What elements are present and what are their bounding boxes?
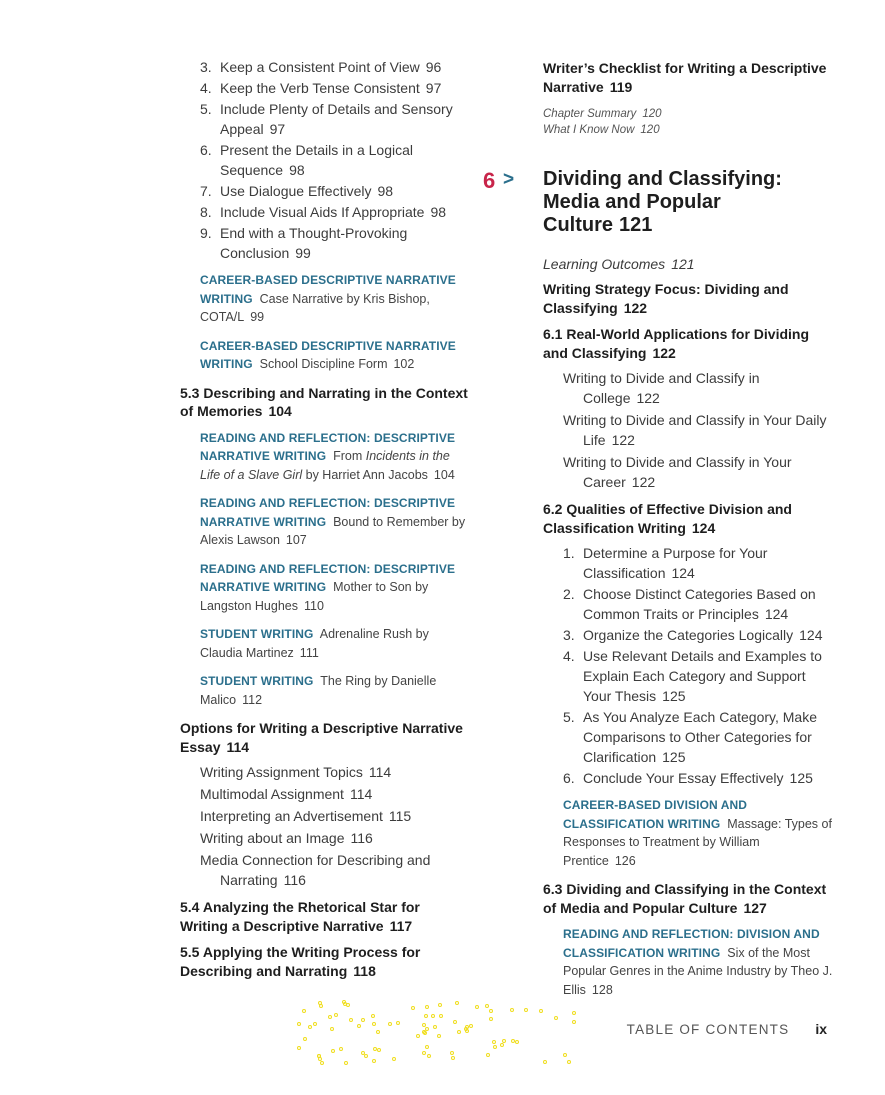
dot: [371, 1014, 375, 1018]
reading-entry[interactable]: READING AND REFLECTION: DESCRIPTIVE NARRATIVE WRITING Bound to Remember by Alexis Lawson 107: [200, 496, 466, 547]
dot: [427, 1054, 431, 1058]
numbered-list: [180, 57, 470, 263]
dot: [500, 1043, 504, 1047]
dot: [396, 1021, 400, 1025]
dot: [411, 1006, 415, 1010]
dot: [416, 1034, 420, 1038]
dot: [451, 1056, 455, 1060]
dot: [297, 1046, 301, 1050]
dot: [572, 1020, 576, 1024]
student-writing-entry[interactable]: STUDENT WRITING The Ring by Danielle Malico 112: [200, 674, 437, 707]
dot: [475, 1005, 479, 1009]
chapter-number: 6: [483, 168, 496, 193]
dot: [425, 1045, 429, 1049]
list-item[interactable]: 9. End with a Thought-Provoking Conclusion 99: [200, 225, 408, 261]
reading-entry[interactable]: READING AND REFLECTION: DESCRIPTIVE NARRATIVE WRITING From Incidents in the Life of a Slave Girl by Harriet Ann Jacobs 104: [200, 430, 456, 482]
dot: [457, 1030, 461, 1034]
dot: [308, 1025, 312, 1029]
list-item[interactable]: 5. Include Plenty of Details and Sensory Appeal 97: [200, 101, 453, 137]
left-column: [180, 57, 470, 986]
dot: [431, 1014, 435, 1018]
list-item[interactable]: 3. Organize the Categories Logically 124: [563, 627, 823, 643]
dot: [554, 1016, 558, 1020]
career-reading-entry[interactable]: CAREER-BASED DIVISION AND CLASSIFICATION WRITING Massage: Types of Responses to Treatment by William Prentice 126: [563, 798, 832, 868]
list-item[interactable]: 4. Use Relevant Details and Examples to Explain Each Category and Support Your Thesis 125: [563, 648, 822, 704]
dot: [372, 1059, 376, 1063]
section-heading[interactable]: 6.2 Qualities of Effective Division and Classification Writing 124: [543, 501, 792, 536]
career-reading-entry[interactable]: CAREER-BASED DESCRIPTIVE NARRATIVE WRITING School Discipline Form 102: [200, 338, 456, 371]
list-item[interactable]: 4. Keep the Verb Tense Consistent 97: [200, 80, 442, 96]
dot: [489, 1009, 493, 1013]
dot: [373, 1047, 377, 1051]
chapter-summary-entry[interactable]: Chapter Summary 120: [543, 108, 662, 120]
section-heading[interactable]: 5.5 Applying the Writing Process for Describing and Narrating 118: [180, 944, 421, 979]
dot: [319, 1004, 323, 1008]
list-item[interactable]: 2. Choose Distinct Categories Based on Common Traits or Principles 124: [563, 586, 816, 622]
section-heading[interactable]: 5.3 Describing and Narrating in the Context of Memories 104: [180, 384, 468, 419]
dot: [364, 1054, 368, 1058]
dot: [510, 1008, 514, 1012]
page-footer: [627, 1021, 827, 1037]
reading-entry[interactable]: READING AND REFLECTION: DESCRIPTIVE NARRATIVE WRITING Mother to Son by Langston Hughes 110: [200, 561, 456, 613]
dot: [302, 1009, 306, 1013]
numbered-list: [543, 543, 833, 788]
dot: [539, 1009, 543, 1013]
dot: [489, 1017, 493, 1021]
dot: [465, 1029, 469, 1033]
dot: [572, 1011, 576, 1015]
chapter-title: Dividing and Classifying: Media and Popular Culture 121: [543, 168, 782, 236]
dot: [339, 1047, 343, 1051]
chapter-heading[interactable]: [483, 168, 823, 237]
list-item[interactable]: Writing to Divide and Classify in Your Career 122: [563, 454, 792, 490]
list-item[interactable]: Media Connection for Describing and Narrating 116: [200, 852, 431, 888]
dot: [439, 1014, 443, 1018]
dot: [567, 1060, 571, 1064]
dot: [543, 1060, 547, 1064]
dot: [330, 1027, 334, 1031]
dot: [377, 1048, 381, 1052]
dot: [388, 1022, 392, 1026]
section-heading[interactable]: Writing Strategy Focus: Dividing and Classifying 122: [543, 281, 789, 316]
dot: [450, 1051, 454, 1055]
checklist-heading[interactable]: Writer’s Checklist for Writing a Descriptive Narrative 119: [543, 60, 827, 95]
dot: [392, 1057, 396, 1061]
list-item[interactable]: 5. As You Analyze Each Category, Make Comparisons to Other Categories for Clarification 125: [563, 709, 817, 765]
section-heading[interactable]: Options for Writing a Descriptive Narrative Essay 114: [180, 720, 463, 755]
dot: [361, 1018, 365, 1022]
sub-list: [180, 762, 470, 890]
dot: [376, 1030, 380, 1034]
dot: [313, 1022, 317, 1026]
list-item[interactable]: Interpreting an Advertisement 115: [200, 808, 412, 824]
dot: [349, 1018, 353, 1022]
career-reading-entry[interactable]: CAREER-BASED DESCRIPTIVE NARRATIVE WRITING Case Narrative by Kris Bishop, COTA/L 99: [200, 273, 456, 324]
dot: [361, 1051, 365, 1055]
dot: [422, 1051, 426, 1055]
sub-list: [543, 368, 833, 492]
dot: [493, 1045, 497, 1049]
dot: [334, 1013, 338, 1017]
list-item[interactable]: 3. Keep a Consistent Point of View 96: [200, 59, 442, 75]
right-column-top: [543, 57, 833, 138]
section-heading[interactable]: 6.1 Real-World Applications for Dividing and Classifying 122: [543, 326, 810, 361]
dot: [563, 1053, 567, 1057]
dot: [511, 1039, 515, 1043]
student-writing-entry[interactable]: STUDENT WRITING Adrenaline Rush by Claudia Martinez 111: [200, 627, 429, 660]
dot: [425, 1005, 429, 1009]
dot: [524, 1008, 528, 1012]
footer-label: TABLE OF CONTENTS: [626, 1022, 790, 1037]
list-item[interactable]: 6. Conclude Your Essay Effectively 125: [563, 770, 813, 786]
list-item[interactable]: Multimodal Assignment 114: [200, 786, 373, 802]
dot: [342, 1000, 346, 1004]
list-item[interactable]: Writing about an Image 116: [200, 830, 373, 846]
section-heading[interactable]: 6.3 Dividing and Classifying in the Context of Media and Popular Culture 127: [543, 881, 827, 916]
dot: [492, 1040, 496, 1044]
dot: [328, 1015, 332, 1019]
list-item[interactable]: 1. Determine a Purpose for Your Classification 124: [563, 545, 768, 581]
list-item[interactable]: Writing to Divide and Classify in College 122: [563, 370, 760, 406]
page-number: ix: [815, 1021, 827, 1037]
decorative-dots: [295, 1000, 595, 1070]
list-item[interactable]: Writing to Divide and Classify in Your Daily Life 122: [563, 412, 827, 448]
what-i-know-entry[interactable]: What I Know Now 120: [543, 124, 660, 136]
dot: [344, 1061, 348, 1065]
list-item[interactable]: Writing Assignment Topics 114: [200, 764, 392, 780]
dot: [357, 1024, 361, 1028]
dot: [485, 1004, 489, 1008]
reading-entry[interactable]: READING AND REFLECTION: DIVISION AND CLASSIFICATION WRITING Six of the Most Popular Genres in the Anime Industry by Theo J. Ellis 128: [563, 927, 833, 997]
dot: [422, 1023, 426, 1027]
dot: [372, 1022, 376, 1026]
dot: [502, 1039, 506, 1043]
dot: [453, 1020, 457, 1024]
dot: [515, 1040, 519, 1044]
dot: [424, 1014, 428, 1018]
section-heading[interactable]: 5.4 Analyzing the Rhetorical Star for Writing a Descriptive Narrative 117: [180, 899, 420, 934]
dot: [331, 1049, 335, 1053]
list-item[interactable]: 6. Present the Details in a Logical Sequence 98: [200, 142, 413, 178]
dot: [320, 1061, 324, 1065]
learning-outcomes-entry[interactable]: Learning Outcomes 121: [543, 256, 695, 272]
dot: [297, 1022, 301, 1026]
dot: [455, 1001, 459, 1005]
dot: [433, 1025, 437, 1029]
dot: [437, 1034, 441, 1038]
list-item[interactable]: 8. Include Visual Aids If Appropriate 98: [200, 204, 447, 220]
dot: [303, 1037, 307, 1041]
dot: [317, 1054, 321, 1058]
dot: [438, 1003, 442, 1007]
dot: [425, 1027, 429, 1031]
list-item[interactable]: 7. Use Dialogue Effectively 98: [200, 183, 394, 199]
right-column-main: [543, 246, 833, 1009]
chevron-right-icon: >: [503, 169, 515, 190]
dot: [469, 1024, 473, 1028]
dot: [486, 1053, 490, 1057]
